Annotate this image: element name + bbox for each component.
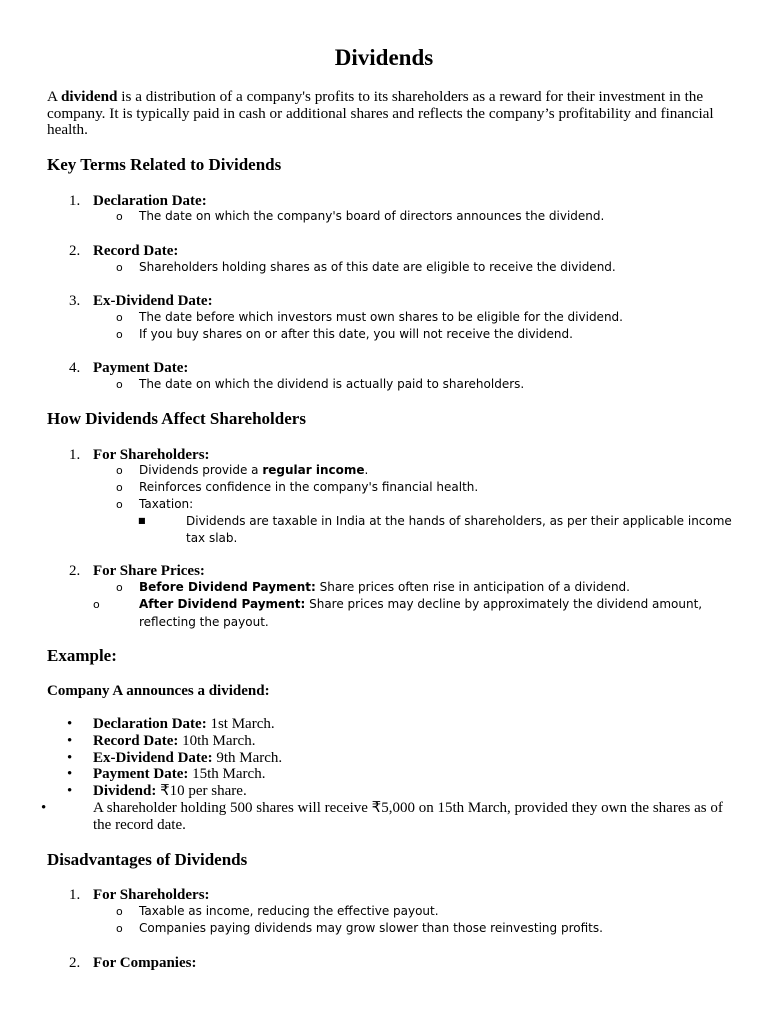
key-term-item xyxy=(69,292,213,310)
circle-bullet-icon: o xyxy=(93,598,100,611)
key-term-item xyxy=(69,359,188,377)
bullet-icon: • xyxy=(67,766,73,782)
example-bullet xyxy=(67,766,265,783)
intro-rest: is a distribution of a company's profits to its shareholders as a reward for their investment in the company. It is typically paid in cash or additional shares and reflects the company’s profitability and financial health. xyxy=(47,88,714,139)
circle-bullet-icon: o xyxy=(116,905,123,918)
sub-item xyxy=(93,596,749,630)
item-label: For Share Prices: xyxy=(93,563,205,579)
sub-sub-item xyxy=(138,513,746,546)
bullet-text: ₹10 per share. xyxy=(156,783,247,799)
disadvantage-item xyxy=(69,886,210,904)
sub-item xyxy=(116,462,368,480)
sub-item xyxy=(116,579,630,597)
circle-bullet-icon: o xyxy=(116,498,123,511)
bullet-bold: Record Date: xyxy=(93,733,179,749)
item-number: 2. xyxy=(69,243,81,259)
page-title: Dividends xyxy=(334,45,434,70)
bullet-icon: • xyxy=(67,733,73,749)
sub-item-text: Share prices often rise in anticipation of a dividend. xyxy=(315,580,630,594)
item-number: 2. xyxy=(69,955,81,971)
key-terms-heading: Key Terms Related to Dividends xyxy=(47,155,282,174)
example-bullet xyxy=(41,800,743,834)
intro-bold-term: dividend xyxy=(60,88,118,105)
item-label: For Shareholders: xyxy=(93,887,210,903)
item-number: 2. xyxy=(69,563,81,579)
item-label: For Shareholders: xyxy=(93,447,210,463)
item-number: 3. xyxy=(69,293,81,309)
sub-item xyxy=(116,208,604,226)
example-bullet xyxy=(67,783,247,800)
sub-item-text: The date on which the company's board of directors announces the dividend. xyxy=(139,209,605,223)
sub-item-bold: Before Dividend Payment: xyxy=(139,580,316,594)
intro-paragraph xyxy=(47,89,737,139)
sub-item-text: The date on which the dividend is actually paid to shareholders. xyxy=(139,377,525,391)
sub-item-text: The date before which investors must own shares to be eligible for the dividend. xyxy=(139,310,623,324)
bullet-icon: • xyxy=(67,716,73,732)
bullet-text: A shareholder holding 500 shares will receive ₹5,000 on 15th March, provided they own the shares as of the record date. xyxy=(93,800,723,833)
item-label: For Companies: xyxy=(93,955,197,971)
bullet-text: 15th March. xyxy=(188,766,266,782)
item-label: Payment Date: xyxy=(93,360,189,376)
bullet-icon: • xyxy=(67,750,73,766)
affect-heading: How Dividends Affect Shareholders xyxy=(47,409,306,428)
item-number: 4. xyxy=(69,360,81,376)
item-label: Record Date: xyxy=(93,243,179,259)
sub-item xyxy=(116,326,573,344)
sub-item xyxy=(116,376,524,394)
sub-item-text: Dividends provide a xyxy=(139,463,263,477)
key-term-item xyxy=(69,242,178,260)
item-number: 1. xyxy=(69,887,81,903)
square-bullet-icon: ■ xyxy=(138,516,146,525)
sub-item xyxy=(116,903,439,921)
disadvantage-item xyxy=(69,954,196,972)
example-heading: Example: xyxy=(47,646,117,665)
circle-bullet-icon: o xyxy=(116,210,123,223)
sub-item-text: Shareholders holding shares as of this date are eligible to receive the dividend. xyxy=(139,260,616,274)
bullet-text: 10th March. xyxy=(178,733,256,749)
example-bullet xyxy=(67,750,282,767)
sub-item-bold: After Dividend Payment: xyxy=(139,597,306,611)
sub-item-text: Companies paying dividends may grow slower than those reinvesting profits. xyxy=(139,921,603,935)
circle-bullet-icon: o xyxy=(116,481,123,494)
sub-item-text: If you buy shares on or after this date, you will not receive the dividend. xyxy=(139,327,573,341)
item-label: Ex-Dividend Date: xyxy=(93,293,213,309)
sub-item-text: Taxable as income, reducing the effective payout. xyxy=(139,904,439,918)
disadvantages-heading: Disadvantages of Dividends xyxy=(47,850,248,869)
circle-bullet-icon: o xyxy=(116,261,123,274)
bullet-bold: Declaration Date: xyxy=(93,716,207,732)
item-number: 1. xyxy=(69,447,81,463)
item-label: Declaration Date: xyxy=(93,193,207,209)
sub-item-text: Taxation: xyxy=(139,497,194,511)
intro-prefix: A xyxy=(47,88,61,105)
sub-item xyxy=(116,309,623,327)
sub-item-text: Reinforces confidence in the company's financial health. xyxy=(139,480,479,494)
bullet-text: 1st March. xyxy=(206,716,275,732)
example-subheading: Company A announces a dividend: xyxy=(47,683,270,699)
sub-item xyxy=(116,920,603,938)
bullet-bold: Payment Date: xyxy=(93,766,189,782)
sub-item xyxy=(116,479,478,497)
circle-bullet-icon: o xyxy=(116,378,123,391)
affect-item xyxy=(69,562,205,580)
example-bullet xyxy=(67,716,275,733)
bullet-icon: • xyxy=(67,783,73,799)
bullet-text: 9th March. xyxy=(212,750,283,766)
item-number: 1. xyxy=(69,193,81,209)
sub-item xyxy=(116,259,616,277)
bullet-bold: Dividend: xyxy=(93,783,157,799)
sub-item xyxy=(116,496,193,514)
circle-bullet-icon: o xyxy=(116,581,123,594)
sub-sub-item-text: Dividends are taxable in India at the hands of shareholders, as per their applicable income tax slab. xyxy=(186,514,732,545)
bullet-bold: Ex-Dividend Date: xyxy=(93,750,213,766)
bullet-icon: • xyxy=(41,800,47,816)
sub-item-bold: regular income xyxy=(262,463,365,477)
sub-item-text: . xyxy=(364,463,369,477)
example-bullet xyxy=(67,733,255,750)
circle-bullet-icon: o xyxy=(116,922,123,935)
circle-bullet-icon: o xyxy=(116,464,123,477)
circle-bullet-icon: o xyxy=(116,328,123,341)
circle-bullet-icon: o xyxy=(116,311,123,324)
sub-item-text: Share prices may decline by approximately the dividend amount, reflecting the payout. xyxy=(139,597,703,629)
